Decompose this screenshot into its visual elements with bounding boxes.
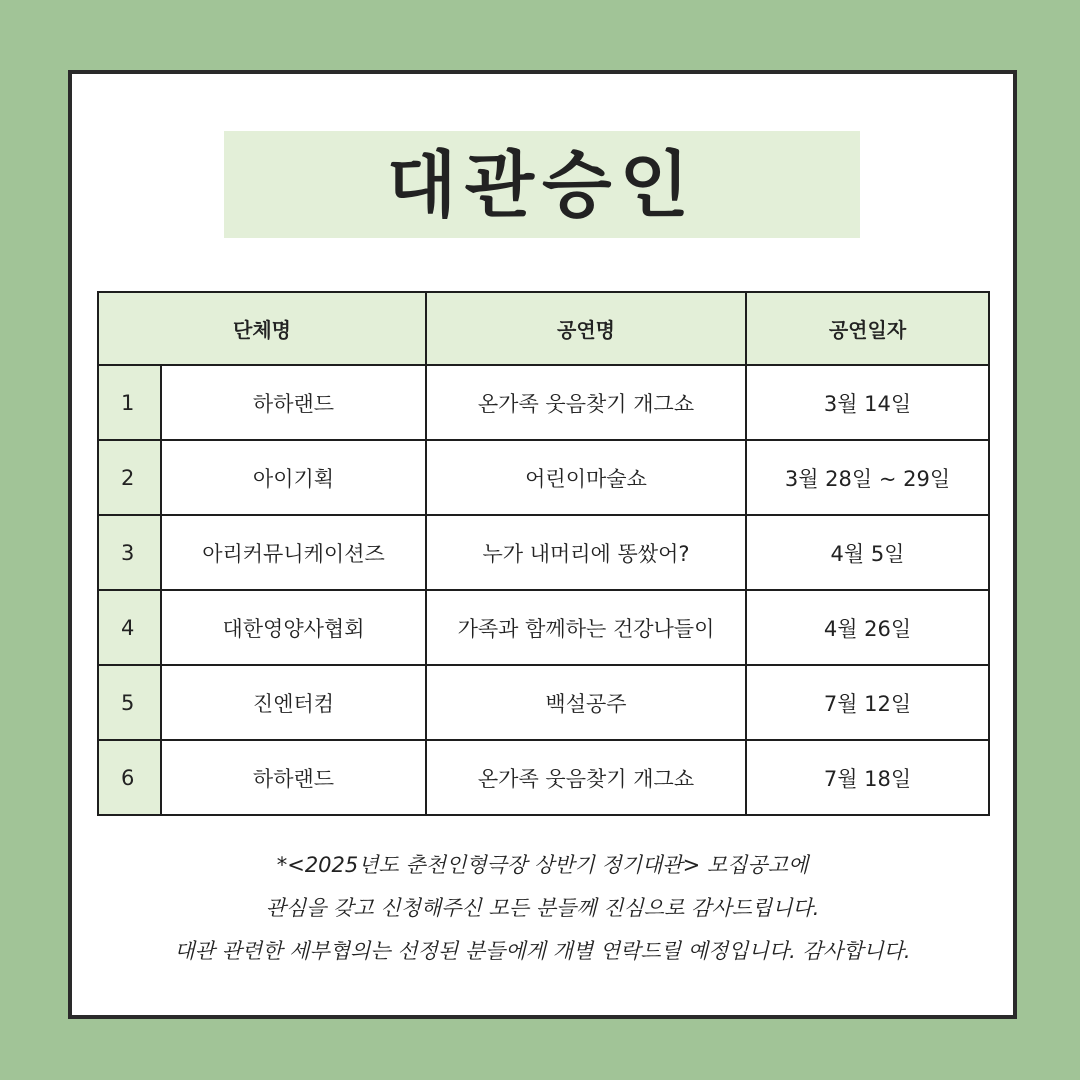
row-number: 1 bbox=[98, 365, 161, 440]
show-name-cell: 어린이마술쇼 bbox=[426, 440, 746, 515]
show-name-cell: 가족과 함께하는 건강나들이 bbox=[426, 590, 746, 665]
row-number: 3 bbox=[98, 515, 161, 590]
table-row bbox=[98, 365, 989, 440]
announcement-card bbox=[68, 70, 1017, 1019]
table-row bbox=[98, 515, 989, 590]
show-date-cell: 4월 26일 bbox=[746, 590, 989, 665]
group-name-cell: 아리커뮤니케이션즈 bbox=[161, 515, 426, 590]
show-name-cell: 온가족 웃음찾기 개그쇼 bbox=[426, 740, 746, 815]
show-date-cell: 7월 18일 bbox=[746, 740, 989, 815]
table-row bbox=[98, 440, 989, 515]
notice-line: 대관 관련한 세부협의는 선정된 분들에게 개별 연락드릴 예정입니다. 감사합니다. bbox=[174, 939, 911, 963]
group-name-cell: 하하랜드 bbox=[161, 365, 426, 440]
row-number: 2 bbox=[98, 440, 161, 515]
approval-table bbox=[97, 291, 990, 816]
group-name-cell: 대한영양사협회 bbox=[161, 590, 426, 665]
notice-text bbox=[72, 844, 1013, 973]
row-number: 6 bbox=[98, 740, 161, 815]
page-title: 대관승인 bbox=[386, 142, 698, 227]
show-date-cell: 3월 14일 bbox=[746, 365, 989, 440]
header-show-date: 공연일자 bbox=[746, 292, 989, 365]
notice-line: 관심을 갖고 신청해주신 모든 분들께 진심으로 감사드립니다. bbox=[265, 896, 820, 920]
table-row bbox=[98, 740, 989, 815]
header-group-name: 단체명 bbox=[98, 292, 426, 365]
table-row bbox=[98, 590, 989, 665]
show-date-cell: 7월 12일 bbox=[746, 665, 989, 740]
show-date-cell: 3월 28일 ~ 29일 bbox=[746, 440, 989, 515]
group-name-cell: 진엔터컴 bbox=[161, 665, 426, 740]
show-name-cell: 누가 내머리에 똥쌌어? bbox=[426, 515, 746, 590]
notice-line: *<2025년도 춘천인형극장 상반기 정기대관> 모집공고에 bbox=[276, 853, 809, 877]
group-name-cell: 아이기획 bbox=[161, 440, 426, 515]
row-number: 4 bbox=[98, 590, 161, 665]
group-name-cell: 하하랜드 bbox=[161, 740, 426, 815]
show-name-cell: 백설공주 bbox=[426, 665, 746, 740]
table-row bbox=[98, 665, 989, 740]
show-name-cell: 온가족 웃음찾기 개그쇼 bbox=[426, 365, 746, 440]
show-date-cell: 4월 5일 bbox=[746, 515, 989, 590]
table-header-row bbox=[98, 292, 989, 365]
header-show-name: 공연명 bbox=[426, 292, 746, 365]
title-banner bbox=[224, 131, 860, 238]
row-number: 5 bbox=[98, 665, 161, 740]
